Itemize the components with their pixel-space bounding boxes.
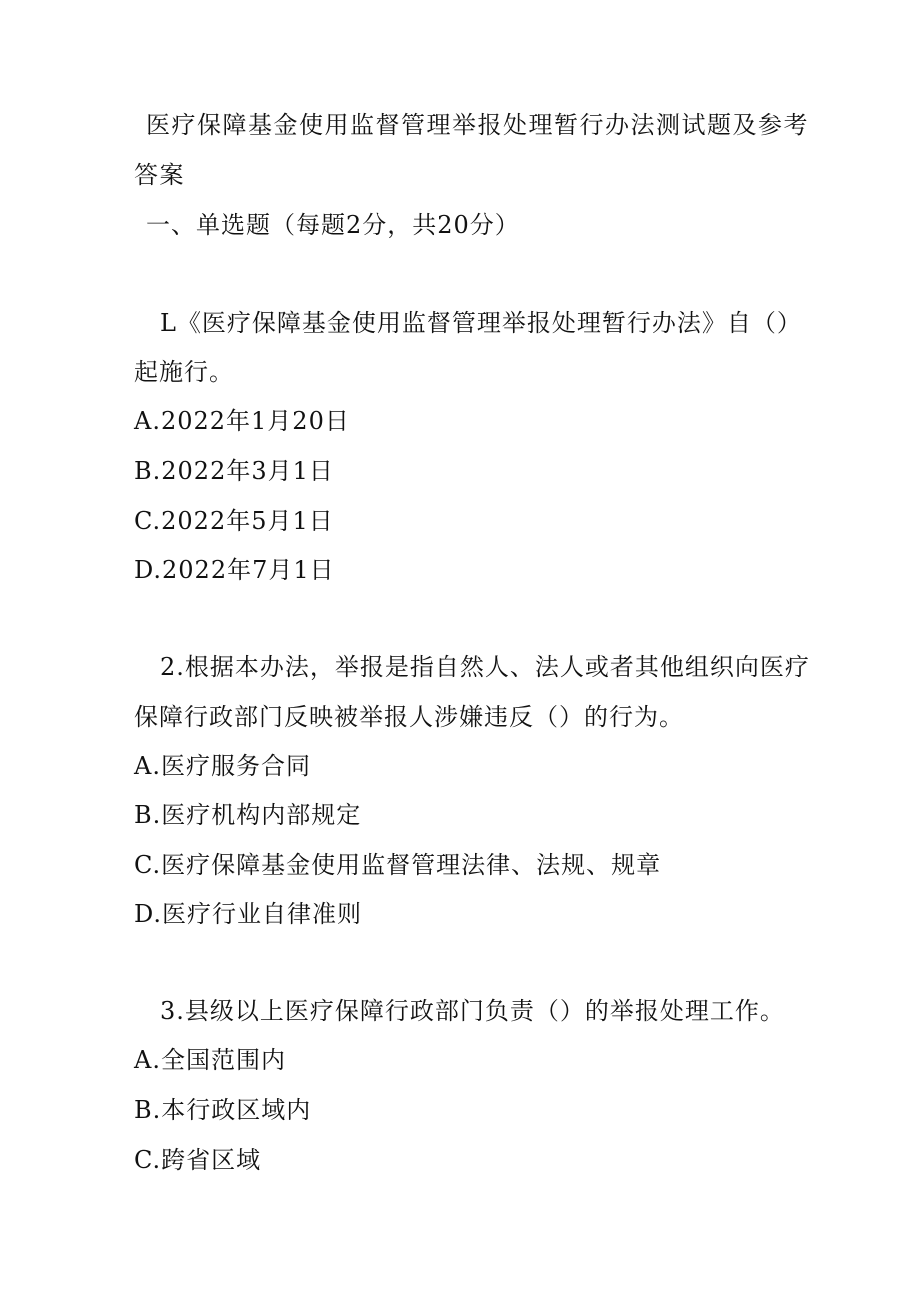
document-title-line-1: 医疗保障基金使用监督管理举报处理暂行办法测试题及参考 — [146, 111, 809, 139]
question-1-stem-line-1: L《医疗保障基金使用监督管理举报处理暂行办法》自（） — [160, 309, 802, 337]
question-2-option-b: B.医疗机构内部规定 — [134, 801, 362, 829]
question-3-option-c: C.跨省区域 — [134, 1146, 262, 1174]
question-3-stem-line-1: 3.县级以上医疗保障行政部门负责（）的举报处理工作。 — [160, 997, 785, 1025]
question-2-stem-line-2: 保障行政部门反映被举报人涉嫌违反（）的行为。 — [134, 703, 684, 731]
question-1-option-c: C.2022年5月1日 — [134, 507, 334, 535]
section-heading: 一、单选题（每题2分，共20分） — [146, 211, 520, 239]
question-3-option-b: B.本行政区域内 — [134, 1096, 312, 1124]
document-title-line-2: 答案 — [134, 161, 185, 189]
question-2-option-d: D.医疗行业自律准则 — [134, 900, 363, 928]
question-2-option-a: A.医疗服务合同 — [134, 752, 311, 780]
question-1-option-a: A.2022年1月20日 — [134, 407, 350, 435]
question-1-stem-line-2: 起施行。 — [134, 358, 234, 386]
question-3-option-a: A.全国范围内 — [134, 1046, 286, 1074]
question-1-option-b: B.2022年3月1日 — [134, 457, 334, 485]
question-2-option-c: C.医疗保障基金使用监督管理法律、法规、规章 — [134, 851, 662, 879]
question-1-option-d: D.2022年7月1日 — [134, 556, 335, 584]
question-2-stem-line-1: 2.根据本办法，举报是指自然人、法人或者其他组织向医疗 — [160, 653, 810, 681]
